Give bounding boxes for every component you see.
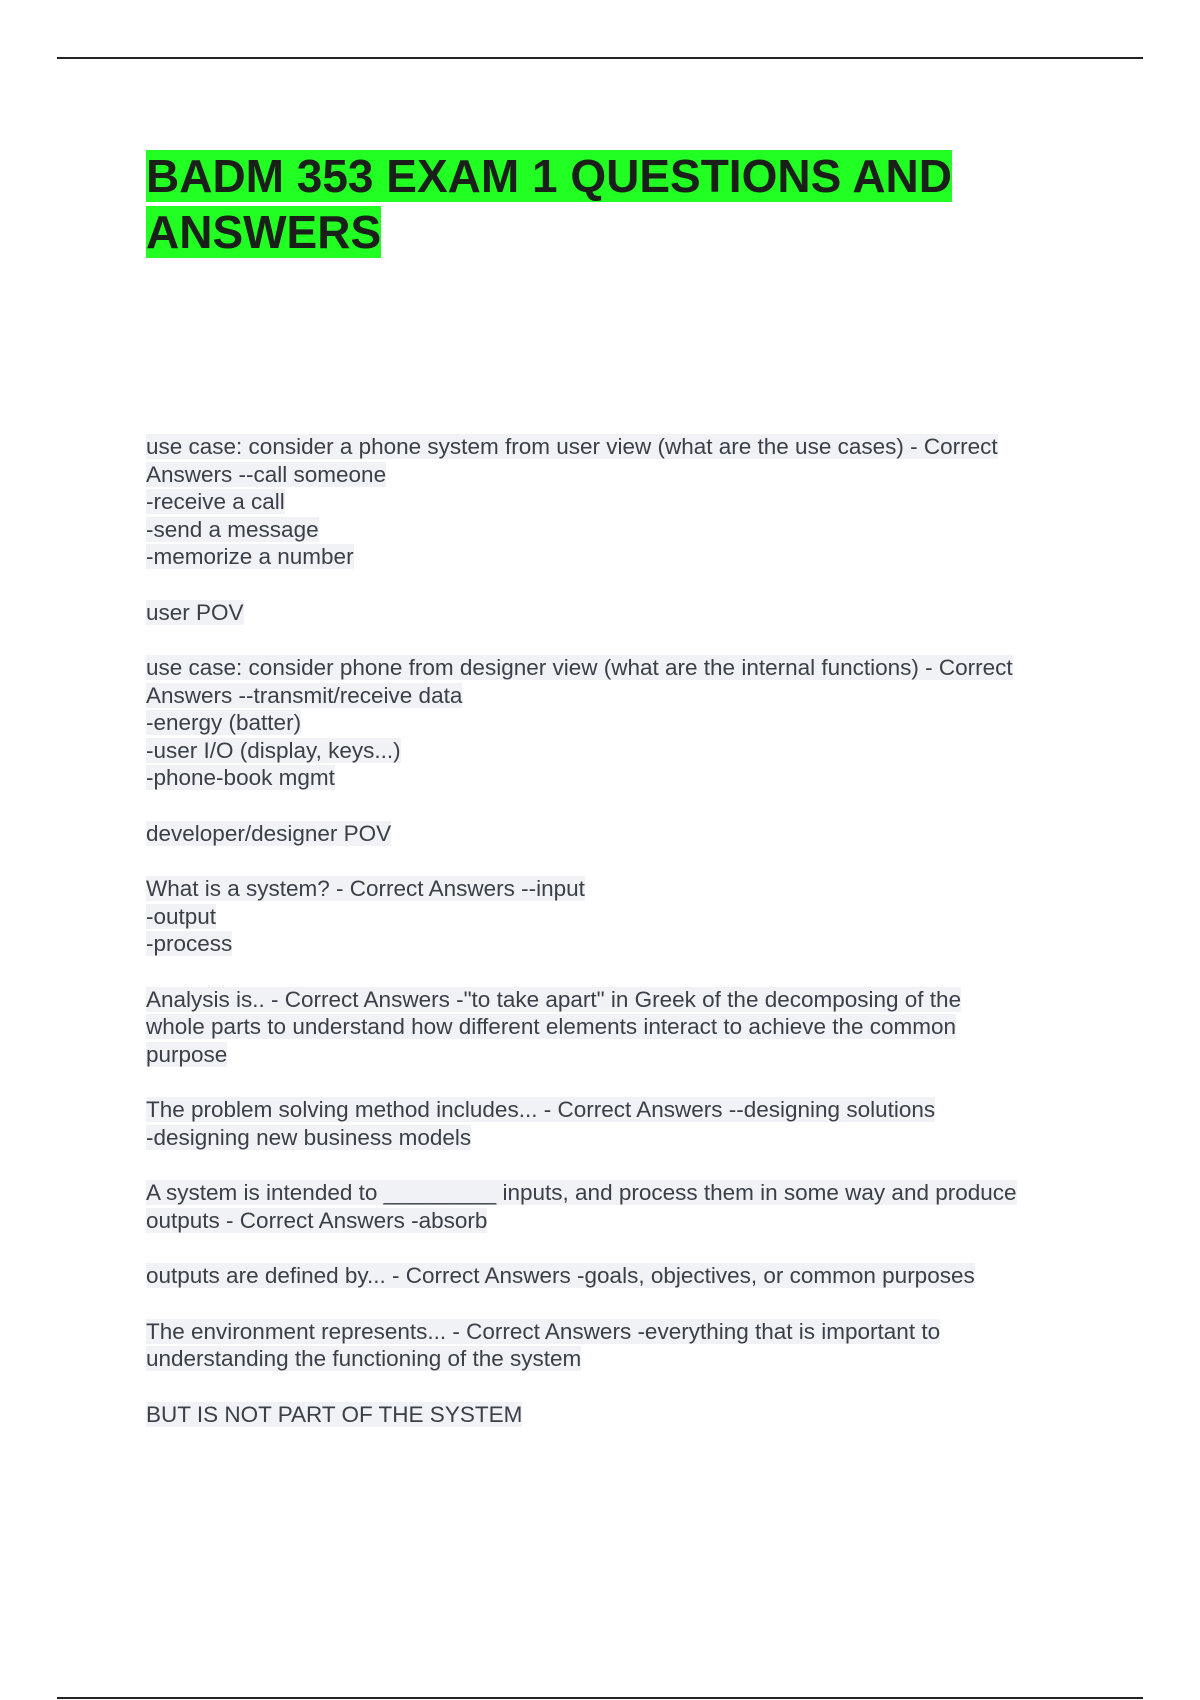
- qa-note: [146, 599, 1086, 627]
- text-line: [146, 1124, 1086, 1152]
- text-line: [146, 654, 1086, 682]
- text-line: [146, 1013, 1086, 1041]
- text-line: [146, 543, 1086, 571]
- text-line-content: developer/designer POV: [146, 820, 392, 846]
- text-line-content: What is a system? - Correct Answers --input: [146, 876, 585, 901]
- text-line-content: -user I/O (display, keys...): [146, 737, 401, 763]
- text-line-content: -memorize a number: [146, 544, 354, 569]
- text-line: [146, 1345, 1086, 1373]
- text-line: [146, 764, 1086, 792]
- title-line: BADM 353 EXAM 1 QUESTIONS AND: [146, 150, 952, 202]
- footer-rule: [57, 1697, 1143, 1699]
- text-line-content: outputs are defined by... - Correct Answers -goals, objectives, or common purposes: [146, 1263, 975, 1288]
- qa-list: [146, 433, 1086, 1428]
- qa-item: [146, 875, 1086, 958]
- text-line-content: user POV: [146, 599, 244, 625]
- text-line: [146, 1262, 1086, 1290]
- qa-item: [146, 986, 1086, 1069]
- text-line-content: The problem solving method includes... - Correct Answers --designing solutions: [146, 1097, 936, 1122]
- text-line: [146, 516, 1086, 544]
- text-line: [146, 820, 1086, 848]
- text-line-content: -output: [146, 903, 217, 929]
- qa-item: [146, 1179, 1086, 1234]
- qa-item: [146, 654, 1086, 792]
- text-line-content: whole parts to understand how different elements interact to achieve the common: [146, 1014, 957, 1039]
- text-line: [146, 930, 1086, 958]
- text-line: [146, 1401, 1086, 1429]
- text-line-content: A system is intended to _________ inputs, and process them in some way and produce: [146, 1180, 1017, 1205]
- qa-item: [146, 433, 1086, 571]
- text-line: [146, 986, 1086, 1014]
- qa-note: [146, 1401, 1086, 1429]
- header-rule: [57, 57, 1143, 59]
- text-line: [146, 461, 1086, 489]
- text-line: [146, 1179, 1086, 1207]
- text-line: [146, 488, 1086, 516]
- qa-note: [146, 820, 1086, 848]
- text-line: [146, 737, 1086, 765]
- text-line-content: use case: consider a phone system from user view (what are the use cases) - Correct: [146, 434, 998, 459]
- text-line-content: -send a message: [146, 516, 319, 542]
- text-line-content: Analysis is.. - Correct Answers -"to take apart" in Greek of the decomposing of the: [146, 986, 962, 1012]
- text-line-content: outputs - Correct Answers -absorb: [146, 1207, 488, 1233]
- text-line-content: Answers --call someone: [146, 461, 387, 487]
- title-line: ANSWERS: [146, 206, 382, 258]
- text-line-content: use case: consider phone from designer view (what are the internal functions) - Correct: [146, 655, 1013, 680]
- text-line-content: BUT IS NOT PART OF THE SYSTEM: [146, 1401, 523, 1427]
- text-line: [146, 599, 1086, 627]
- text-line-content: -energy (batter): [146, 710, 302, 735]
- qa-item: [146, 1096, 1086, 1151]
- text-line: [146, 1096, 1086, 1124]
- text-line: [146, 709, 1086, 737]
- text-line: [146, 1318, 1086, 1346]
- text-line: [146, 682, 1086, 710]
- text-line-content: -process: [146, 931, 233, 956]
- text-line: [146, 1041, 1086, 1069]
- text-line-content: purpose: [146, 1041, 228, 1067]
- text-line-content: Answers --transmit/receive data: [146, 682, 463, 708]
- qa-item: [146, 1318, 1086, 1373]
- text-line: [146, 433, 1086, 461]
- text-line-content: understanding the functioning of the system: [146, 1346, 582, 1371]
- text-line-content: -designing new business models: [146, 1124, 472, 1150]
- text-line-content: The environment represents... - Correct Answers -everything that is important to: [146, 1318, 941, 1344]
- text-line: [146, 875, 1086, 903]
- qa-item: [146, 1262, 1086, 1290]
- text-line-content: -phone-book mgmt: [146, 765, 335, 790]
- text-line: [146, 903, 1086, 931]
- text-line-content: -receive a call: [146, 489, 285, 514]
- document-title: [146, 148, 1086, 260]
- text-line: [146, 1207, 1086, 1235]
- document-body: [146, 148, 1086, 1456]
